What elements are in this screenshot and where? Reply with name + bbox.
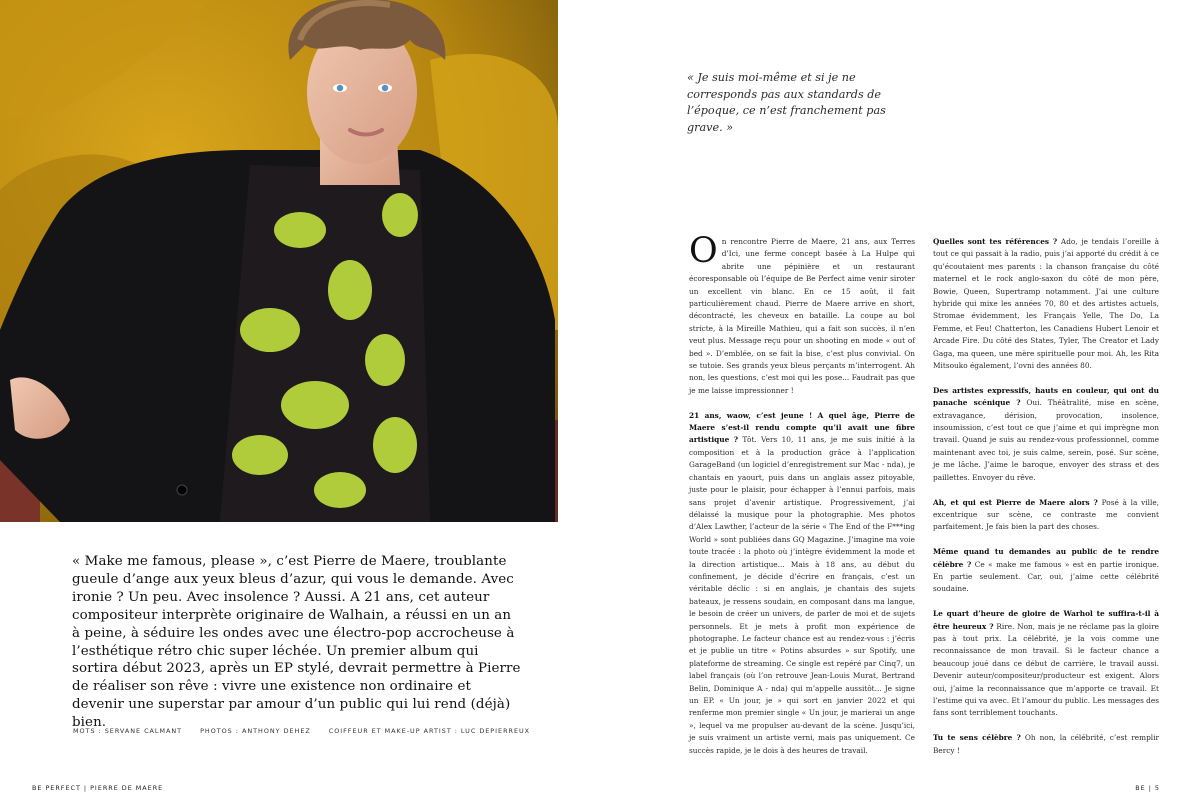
question-6: Le quart d’heure de gloire de Warhol te suffira-t-il à être heureux ? (933, 609, 1159, 631)
article-paragraph (933, 385, 1159, 484)
right-iris (382, 85, 388, 91)
article-paragraph (933, 497, 1159, 534)
question-4: Ah, et qui est Pierre de Maere alors ? (933, 497, 1098, 507)
answer-1: Tôt. Vers 10, 11 ans, je me suis initié à la composition et à la production grâce à l’application GarageBand (un logiciel d’enregistrement sur Mac - nda), je chantais en yaourt, puis dans un anglais assez pitoyable, juste pour le plaisir, pour échapper à l’ennui parfois, mais sans projet d’avenir artistique. Progressivement, j’ai délaissé la musique pour la photographie. Mes photos d’Alex Lawther, l’acteur de la série « The End of the F***ing World » sont publiées dans GQ Magazine. J’imagine ma voie toute tracée : la photo où j’intègre évidemment la mode et la direction artistique... Mais à 18 ans, au début du confinement, je décide d’écrire en français, c’est un véritable déclic : si en anglais, je chantais des sujets bateaux, je ressens soudain, en composant dans ma langue, le besoin de créer un univers, de parler de moi et de sujets personnels. Et je mets à profit mon expérience de photographe. Le facteur chance est au rendez-vous : j’écris et je publie un titre « Potins absurdes » sur Spotify, une plateforme de streaming. Ce single est repéré par Cinq7, un label français (où l’on retrouve Jean-Louis Murat, Bertrand Belin, Dominique A - nda) qui m’appelle aussitôt... Je signe un EP. « Un jour, je » qui sort en janvier 2022 et qui renferme mon premier single « Un jour, je marierai un ange », lequel va me propulser au-devant de la scène. Jusqu’ici, je suis vraiment un artiste verni, mais pas uniquement. Ce succès rapide, je le dois à des heures de travail. (689, 435, 915, 755)
answer-6: Rire. Non, mais je ne réclame pas la gloire pas à tout prix. La célébrité, je la vois comme une reconnaissance de mon travail. Si le facteur chance a beaucoup joué dans ce début de carrière, le travail aussi. Devenir auteur/compositeur/producteur est exigent. Alors oui, j’aime la reconnaissance que m’apporte ce travail. Et l’estime qui va avec. Et l’amour du public. Les messages des fans sont terriblement touchants. (933, 621, 1159, 718)
answer-7: Oh non, la célébrité, c’est remplir Bercy ! (933, 733, 1159, 755)
article-column-2 (933, 236, 1159, 757)
credits (73, 727, 553, 735)
jacket-button (177, 485, 187, 495)
article-p1: n rencontre Pierre de Maere, 21 ans, aux Terres d’Ici, une ferme concept basée à La Hulpe qui abrite une pépinière et un restaurant écoresponsable où l’équipe de Be Perfect aime venir siroter un excellent vin blanc. En ce 15 août, il fait particulièrement chaud. Pierre de Maere arrive en short, décontracté, les cheveux en bataille. La coupe au bol stricte, à la Mireille Mathieu, qui a fait son succès, il n’en veut plus. Message reçu pour un shooting en mode « out of bed ». D’emblée, on se fait la bise, c’est plus convivial. On se tutoie. Ses grands yeux bleus perçants m’interrogent. Ah non, les questions, c’est moi qui les pose... Faudrait pas que je me laisse impressionner ! (689, 237, 915, 395)
footer-left: BE PERFECT | PIERRE DE MAERE (32, 784, 164, 792)
article-paragraph (933, 236, 1159, 372)
dropcap: O (689, 231, 718, 271)
answer-4: Posé à la ville, excentrique sur scène, ce contraste me convient parfaitement. Je fais bien la part des choses. (933, 497, 1159, 532)
answer-5: Ce « make me famous » est en partie ironique. En partie seulement. Car, oui, j’aime cette célébrité soudaine. (933, 559, 1159, 594)
portrait-illustration (0, 0, 558, 522)
article-paragraph (933, 732, 1159, 757)
answer-3: Oui. Théâtralité, mise en scène, extravagance, dérision, provocation, insolence, insoumission, c’est tout ce que j’aime et qui imprègne mon travail. Quand je suis au rendez-vous professionnel, comme maintenant avec toi, je suis calme, serein, posé. Sur scène, je me lâche. J’aime le baroque, envoyer des strass et des paillettes. Envoyer du rêve. (933, 398, 1159, 482)
article-column-1 (689, 231, 915, 757)
footer-right: BE | 5 (1135, 784, 1160, 792)
article-paragraph (689, 231, 915, 397)
question-7: Tu te sens célèbre ? (933, 733, 1021, 743)
left-iris (337, 85, 343, 91)
credit-hair: COIFFEUR ET MAKE-UP ARTIST : LUC DEPIERREUX (328, 727, 531, 735)
article-paragraph (933, 546, 1159, 596)
question-3: Des artistes expressifs, hauts en couleur, qui ont du panache scénique ? (933, 385, 1159, 408)
pull-quote: « Je suis moi-même et si je ne corresponds pas aux standards de l’époque, ce n’est franchement pas grave. » (687, 71, 886, 134)
portrait-photo (0, 0, 558, 522)
article-paragraph (689, 410, 915, 757)
article-paragraph (933, 608, 1159, 720)
question-1: 21 ans, waow, c’est jeune ! A quel âge, Pierre de Maere s’est-il rendu compte qu’il avait une fibre artistique ? (689, 410, 915, 445)
answer-2: Ado, je tendais l’oreille à tout ce qui passait à la radio, puis j’ai apporté du crédit à ce qu’écoutaient mes parents : la chanson française du côté maternel et le rock anglo-saxon du côté de mon père, Bowie, Queen, Supertramp notamment. J’ai une culture hybride qui mixe les années 70, 80 et des artistes actuels, Stromae évidemment, les Français Yelle, The Do, La Femme, et Feu! Chatterton, les Canadiens Hubert Lenoir et Arcade Fire. Du côté des States, Tyler, The Creator et Lady Gaga, ma queen, une mère spirituelle pour moi. Ah, les Rita Mitsouko également, l’ovni des années 80. (933, 237, 1159, 371)
credit-photos: PHOTOS : ANTHONY DEHEZ (200, 727, 311, 735)
question-2: Quelles sont tes références ? (933, 237, 1058, 246)
question-5: Même quand tu demandes au public de te rendre célèbre ? (933, 547, 1159, 569)
intro-text: « Make me famous, please », c’est Pierre de Maere, troublante gueule d’ange aux yeux bleus d’azur, qui vous le demande. Avec ironie ? Un peu. Avec insolence ? Aussi. A 21 ans, cet auteur compositeur interprète originaire de Walhain, a réussi en un an à peine, à séduire les ondes avec une électro-pop accrocheuse à l’esthétique rétro chic super léchée. Un premier album qui sortira début 2023, après un EP stylé, devrait permettre à Pierre de réaliser son rêve : vivre une existence non ordinaire et devenir une superstar par amour d’un public qui lui rend (déjà) bien. (72, 554, 521, 731)
credit-words: MOTS : SERVANE CALMANT (73, 727, 183, 735)
